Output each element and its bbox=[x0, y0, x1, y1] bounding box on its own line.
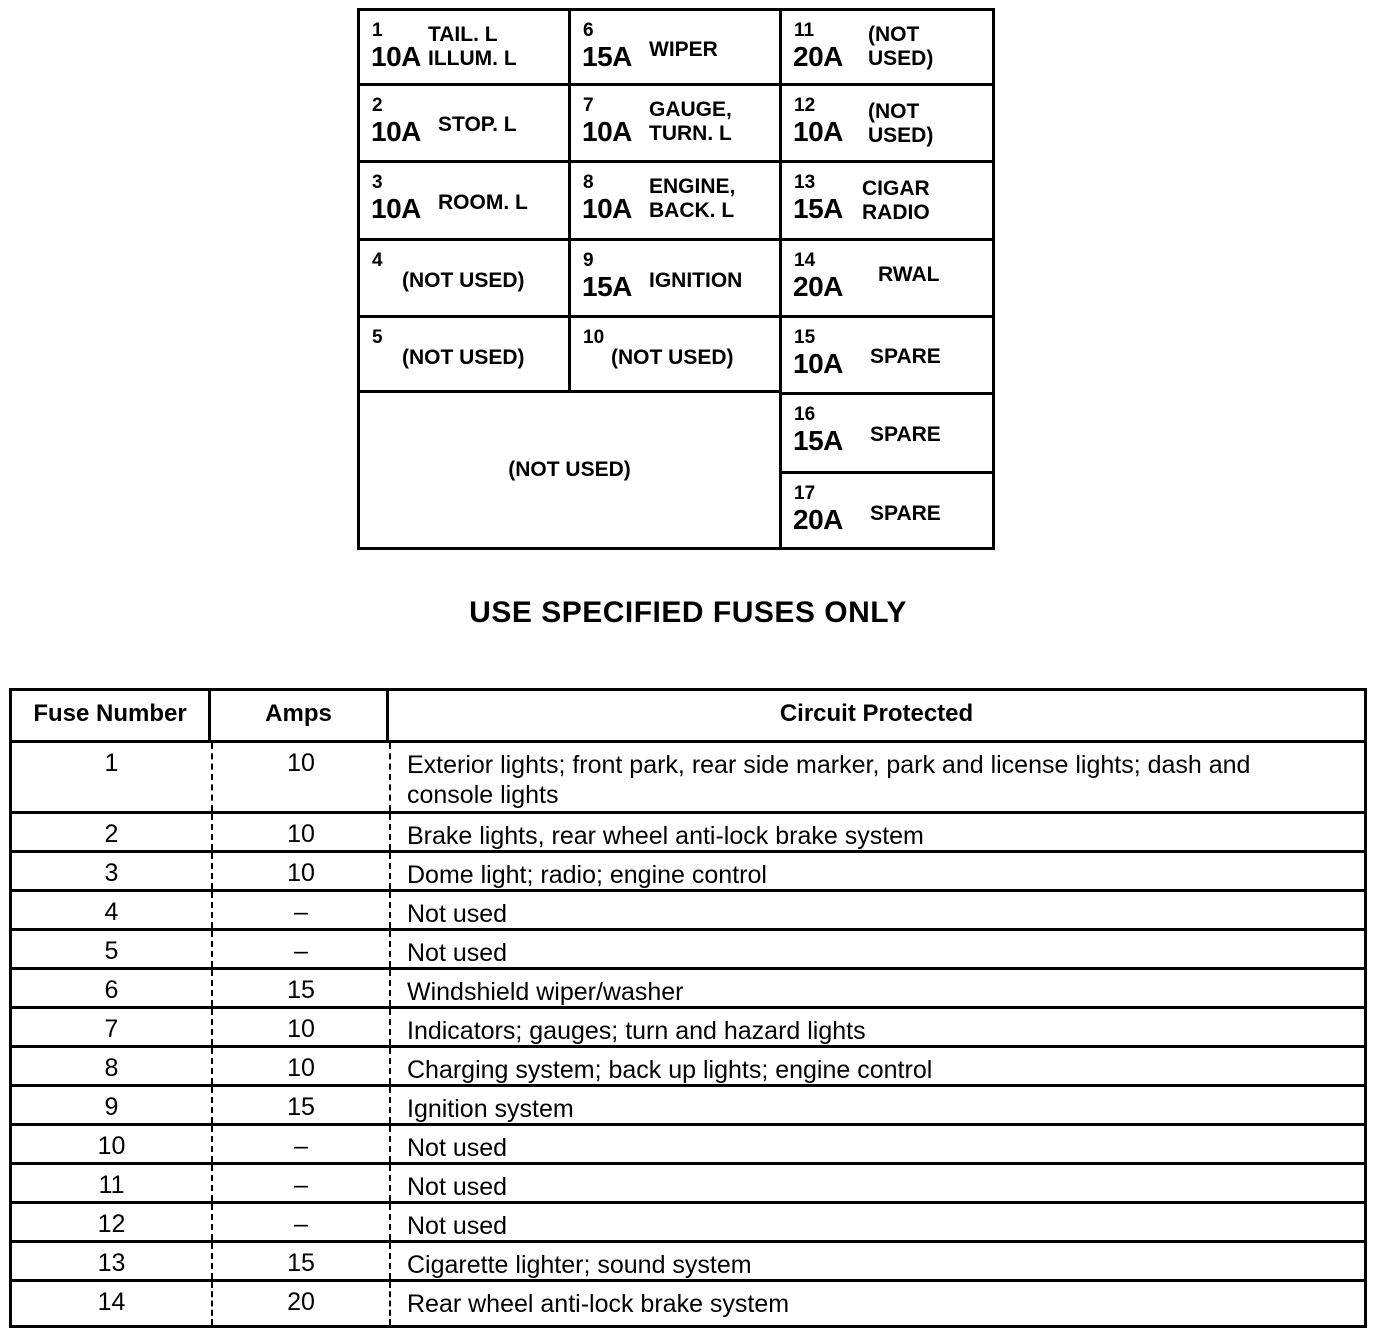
fuse-number: 10 bbox=[583, 327, 605, 348]
cell-amps: – bbox=[211, 1165, 389, 1201]
fuse-amps: 15A bbox=[582, 271, 632, 302]
fuse-cell-5 bbox=[357, 315, 571, 393]
fuse-label: CIGAR RADIO bbox=[862, 177, 930, 224]
fuse-label: TAIL. L ILLUM. L bbox=[428, 23, 517, 70]
cell-fuse-number: 9 bbox=[104, 1093, 119, 1121]
fuse-number: 8 bbox=[583, 172, 594, 193]
cell-fuse-number: 12 bbox=[97, 1210, 126, 1238]
cell-circuit: Exterior lights; front park, rear side marker, park and license lights; dash and console lights bbox=[389, 743, 1364, 811]
cell-circuit: Dome light; radio; engine control bbox=[389, 853, 1364, 889]
cell-amps: – bbox=[211, 931, 389, 967]
cell-amps: 20 bbox=[211, 1282, 389, 1325]
cell-fuse-number: 13 bbox=[97, 1249, 126, 1277]
fuse-number: 11 bbox=[794, 20, 815, 41]
table-row bbox=[12, 1243, 1364, 1282]
cell-fuse-number: 4 bbox=[104, 898, 119, 926]
fuse-label: WIPER bbox=[649, 38, 718, 61]
fuse-number: 5 bbox=[372, 327, 383, 348]
cell-amps: 15 bbox=[211, 1243, 389, 1279]
fuse-cell-8 bbox=[568, 160, 782, 241]
fuse-cell-17 bbox=[779, 471, 995, 550]
fuse-amps: 10A bbox=[793, 348, 843, 379]
table-row bbox=[12, 1282, 1364, 1325]
fuse-label: (NOT USED) bbox=[868, 100, 934, 147]
fuse-cell-10 bbox=[568, 315, 782, 393]
fuse-cell-3 bbox=[357, 160, 571, 241]
header-fuse-number: Fuse Number bbox=[12, 691, 211, 740]
fuse-cell-9 bbox=[568, 238, 782, 318]
table-header-row bbox=[12, 691, 1364, 743]
fuse-cell-2 bbox=[357, 83, 571, 163]
fuse-number: 7 bbox=[583, 95, 594, 116]
fuse-amps: 10A bbox=[371, 41, 421, 72]
cell-amps: 15 bbox=[211, 970, 389, 1006]
cell-amps: 15 bbox=[211, 1087, 389, 1123]
fuse-number: 4 bbox=[372, 250, 383, 271]
fuse-label: (NOT USED) bbox=[611, 346, 734, 369]
caption-use-specified-fuses: USE SPECIFIED FUSES ONLY bbox=[469, 596, 907, 629]
cell-fuse-number: 10 bbox=[97, 1132, 126, 1160]
table-row bbox=[12, 743, 1364, 814]
fuse-label: SPARE bbox=[870, 345, 941, 368]
cell-amps: 10 bbox=[211, 1048, 389, 1084]
cell-circuit: Rear wheel anti-lock brake system bbox=[389, 1282, 1364, 1325]
fuse-cell-7 bbox=[568, 83, 782, 163]
cell-circuit: Not used bbox=[389, 1126, 1364, 1162]
fuse-number: 1 bbox=[372, 20, 383, 41]
fuse-number: 14 bbox=[794, 250, 816, 271]
header-circuit-protected: Circuit Protected bbox=[779, 700, 974, 727]
fuse-number: 13 bbox=[794, 172, 816, 193]
cell-circuit: Charging system; back up lights; engine control bbox=[389, 1048, 1364, 1084]
fuse-number: 3 bbox=[372, 172, 383, 193]
fuse-cell-16 bbox=[779, 392, 995, 474]
fuse-label: ENGINE, BACK. L bbox=[649, 175, 736, 222]
fuse-label: IGNITION bbox=[649, 269, 743, 292]
fuse-label: SPARE bbox=[870, 502, 941, 525]
cell-amps: 10 bbox=[211, 853, 389, 889]
fuse-amps: 15A bbox=[793, 193, 843, 224]
cell-circuit: Windshield wiper/washer bbox=[389, 970, 1364, 1006]
table-row bbox=[12, 1087, 1364, 1126]
table-row bbox=[12, 892, 1364, 931]
cell-circuit: Not used bbox=[389, 1165, 1364, 1201]
cell-amps: 10 bbox=[211, 743, 389, 811]
fuse-cell-12 bbox=[779, 83, 995, 163]
fuse-label: (NOT USED) bbox=[868, 23, 934, 70]
fuse-amps: 10A bbox=[371, 116, 421, 147]
cell-fuse-number: 5 bbox=[104, 937, 119, 965]
cell-fuse-number: 2 bbox=[104, 820, 119, 848]
cell-circuit: Brake lights, rear wheel anti-lock brake system bbox=[389, 814, 1364, 850]
table-row bbox=[12, 1126, 1364, 1165]
fuse-number: 12 bbox=[794, 95, 816, 116]
fuse-amps: 20A bbox=[793, 271, 843, 302]
table-row bbox=[12, 970, 1364, 1009]
fuse-cell-13 bbox=[779, 160, 995, 241]
fuse-number: 16 bbox=[794, 404, 816, 425]
fuse-number: 6 bbox=[583, 20, 594, 41]
fuse-cell-15 bbox=[779, 315, 995, 395]
table-row bbox=[12, 1009, 1364, 1048]
fuse-number: 2 bbox=[372, 95, 383, 116]
fuse-amps: 15A bbox=[582, 41, 632, 72]
fuse-label: STOP. L bbox=[438, 113, 517, 136]
fuse-block-unused bbox=[357, 390, 782, 550]
fuse-box-diagram bbox=[357, 8, 995, 550]
fuse-amps: 20A bbox=[793, 41, 843, 72]
fuse-table bbox=[9, 688, 1367, 1328]
fuse-label: SPARE bbox=[870, 423, 941, 446]
fuse-label: GAUGE, TURN. L bbox=[649, 98, 732, 145]
cell-circuit: Indicators; gauges; turn and hazard lights bbox=[389, 1009, 1364, 1045]
table-row bbox=[12, 931, 1364, 970]
cell-fuse-number: 3 bbox=[104, 859, 119, 887]
fuse-label: RWAL bbox=[878, 263, 940, 286]
cell-amps: 10 bbox=[211, 814, 389, 850]
cell-amps: – bbox=[211, 892, 389, 928]
fuse-label: (NOT USED) bbox=[402, 346, 525, 369]
table-row bbox=[12, 814, 1364, 853]
table-row bbox=[12, 1165, 1364, 1204]
cell-circuit: Ignition system bbox=[389, 1087, 1364, 1123]
fuse-label: (NOT USED) bbox=[508, 458, 631, 481]
fuse-cell-14 bbox=[779, 238, 995, 318]
table-row bbox=[12, 1048, 1364, 1087]
fuse-amps: 10A bbox=[371, 193, 421, 224]
cell-circuit: Not used bbox=[389, 892, 1364, 928]
fuse-label: ROOM. L bbox=[438, 191, 528, 214]
fuse-cell-1 bbox=[357, 8, 571, 86]
header-amps: Amps bbox=[211, 691, 389, 740]
fuse-number: 9 bbox=[583, 250, 594, 271]
cell-circuit: Not used bbox=[389, 1204, 1364, 1240]
fuse-amps: 10A bbox=[582, 193, 632, 224]
fuse-number: 15 bbox=[794, 327, 816, 348]
fuse-label: (NOT USED) bbox=[402, 269, 525, 292]
fuse-cell-11 bbox=[779, 8, 995, 86]
table-row bbox=[12, 853, 1364, 892]
fuse-number: 17 bbox=[794, 483, 816, 504]
cell-fuse-number: 14 bbox=[97, 1288, 126, 1316]
fuse-amps: 10A bbox=[793, 116, 843, 147]
cell-circuit: Not used bbox=[389, 931, 1364, 967]
cell-fuse-number: 11 bbox=[98, 1171, 125, 1199]
cell-fuse-number: 8 bbox=[104, 1054, 119, 1082]
table-row bbox=[12, 1204, 1364, 1243]
fuse-cell-6 bbox=[568, 8, 782, 86]
cell-amps: 10 bbox=[211, 1009, 389, 1045]
cell-fuse-number: 1 bbox=[104, 749, 119, 777]
cell-amps: – bbox=[211, 1204, 389, 1240]
cell-amps: – bbox=[211, 1126, 389, 1162]
fuse-amps: 15A bbox=[793, 425, 843, 456]
fuse-cell-4 bbox=[357, 238, 571, 318]
cell-fuse-number: 6 bbox=[104, 976, 119, 1004]
cell-circuit: Cigarette lighter; sound system bbox=[389, 1243, 1364, 1279]
fuse-amps: 20A bbox=[793, 504, 843, 535]
fuse-amps: 10A bbox=[582, 116, 632, 147]
cell-fuse-number: 7 bbox=[104, 1015, 119, 1043]
